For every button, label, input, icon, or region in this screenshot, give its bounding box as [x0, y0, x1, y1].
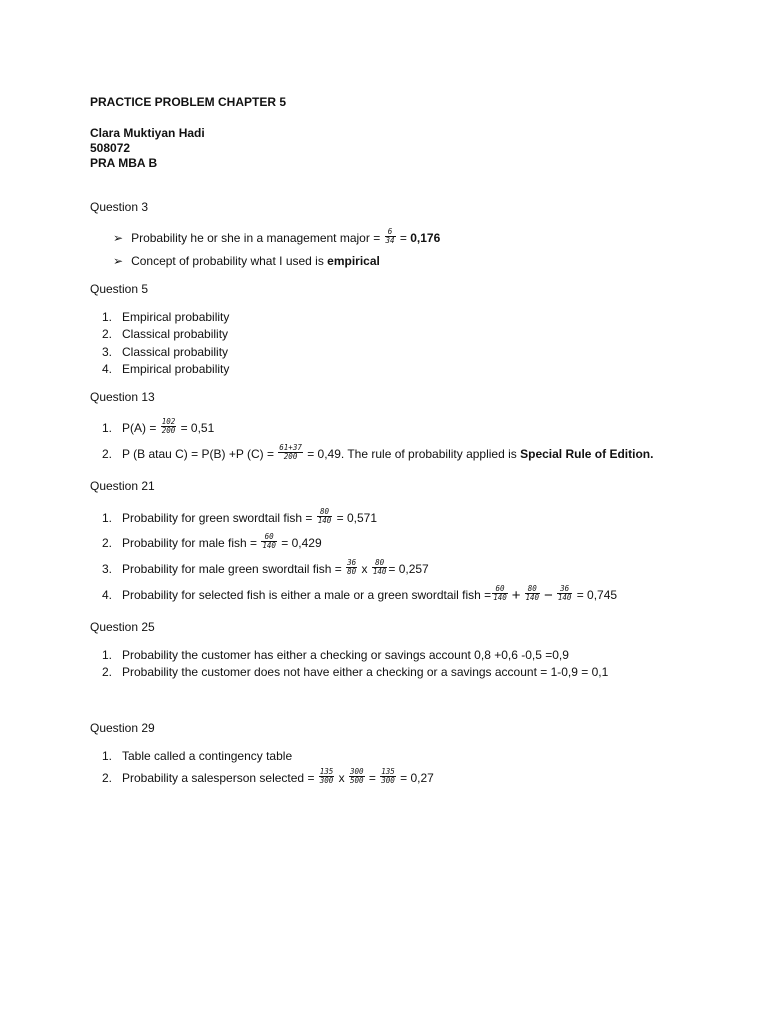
list-item — [90, 327, 228, 341]
item-text: = 0,49. The rule of probability applied is — [303, 447, 521, 461]
item-text: = 0,745 — [573, 588, 618, 602]
item-text: Classical probability — [122, 345, 229, 359]
item-text: Probability for green swordtail fish = — [122, 511, 316, 525]
fraction — [385, 228, 396, 245]
fraction — [372, 559, 388, 576]
fraction-denominator: 300 — [381, 776, 395, 786]
fraction-numerator: 6 — [385, 228, 396, 237]
item-number: 2. — [101, 327, 112, 341]
item-text: = 0,51 — [177, 421, 215, 435]
minus-sign: − — [544, 586, 553, 604]
fraction — [261, 533, 277, 550]
item-text: Probability a salesperson selected = — [122, 771, 318, 785]
fraction-denominator: 140 — [557, 593, 572, 603]
fraction-numerator: 60 — [492, 585, 508, 594]
item-number: 3. — [101, 562, 112, 576]
document-title: PRACTICE PROBLEM CHAPTER 5 — [90, 95, 287, 109]
item-text: = 0,571 — [333, 511, 378, 525]
fraction — [278, 444, 303, 461]
plus-sign: + — [511, 586, 521, 604]
question-3-heading: Question 3 — [90, 200, 149, 214]
question-5-heading: Question 5 — [90, 282, 149, 296]
item-text: = 0,27 — [396, 771, 434, 785]
item-text: P(A) = — [122, 421, 160, 435]
student-id: 508072 — [90, 141, 131, 155]
question-21-heading: Question 21 — [90, 479, 155, 493]
item-number: 1. — [101, 749, 112, 763]
emphasis-text: empirical — [327, 254, 380, 268]
item-number: 2. — [101, 665, 112, 679]
fraction — [492, 585, 508, 602]
fraction — [161, 418, 177, 435]
question-13-heading: Question 13 — [90, 390, 155, 404]
arrow-bullet-icon: ➢ — [113, 231, 124, 245]
item-number: 2. — [101, 447, 112, 461]
fraction — [349, 768, 365, 785]
equals-sign: = — [396, 231, 411, 245]
list-item — [90, 767, 434, 786]
item-text: Table called a contingency table — [122, 749, 293, 763]
item-text: = 0,429 — [277, 536, 322, 550]
item-number: 1. — [101, 421, 112, 435]
list-item — [113, 227, 441, 246]
item-text: Empirical probability — [122, 362, 230, 376]
list-item — [90, 584, 618, 604]
item-number: 4. — [101, 362, 112, 376]
list-item — [90, 532, 322, 551]
item-number: 1. — [101, 511, 112, 525]
fraction-numerator: 80 — [317, 508, 333, 517]
item-text: Concept of probability what I used is — [131, 254, 328, 268]
item-text: P (B atau C) = P(B) +P (C) = — [122, 447, 278, 461]
item-text: Classical probability — [122, 327, 229, 341]
list-item — [90, 749, 292, 763]
item-number: 3. — [101, 345, 112, 359]
item-text: Probability for male fish = — [122, 536, 261, 550]
fraction-denominator: 140 — [317, 516, 332, 526]
fraction — [380, 768, 396, 785]
fraction-numerator: 135 — [381, 767, 395, 777]
item-number: 1. — [101, 648, 112, 662]
fraction-numerator: 61+37 — [279, 443, 302, 453]
list-item — [90, 417, 215, 436]
list-item — [90, 648, 569, 662]
fraction-denominator: 200 — [161, 426, 176, 436]
equals-sign: = — [365, 771, 380, 785]
fraction-denominator: 140 — [262, 541, 276, 551]
item-number: 4. — [101, 588, 112, 602]
item-text: Probability he or she in a management major = — [131, 231, 384, 245]
emphasis-text: Special Rule of Edition. — [520, 447, 654, 461]
times-sign: x — [358, 562, 371, 576]
question-29-heading: Question 29 — [90, 721, 155, 735]
fraction-numerator: 80 — [525, 585, 541, 594]
item-text: Probability the customer does not have either a checking or a savings account = 1-0,9 = 0,1 — [122, 665, 609, 679]
author-name: Clara Muktiyan Hadi — [90, 126, 205, 140]
item-text: Probability for selected fish is either a male or a green swordtail fish = — [122, 588, 492, 602]
fraction-numerator: 135 — [319, 767, 334, 777]
fraction-denominator: 200 — [283, 452, 298, 462]
result-value: 0,176 — [410, 231, 441, 245]
fraction-numerator: 80 — [372, 559, 388, 568]
fraction-denominator: 34 — [385, 236, 395, 246]
fraction-denominator: 140 — [525, 593, 540, 603]
item-text: Probability for male green swordtail fish = — [122, 562, 346, 576]
fraction-numerator: 60 — [261, 533, 277, 542]
fraction-denominator: 80 — [347, 567, 357, 577]
list-item — [90, 362, 229, 376]
fraction-numerator: 36 — [347, 558, 357, 568]
list-item — [90, 558, 429, 577]
list-item — [90, 345, 228, 359]
fraction-numerator: 36 — [557, 585, 573, 594]
fraction — [346, 559, 357, 576]
fraction-denominator: 500 — [350, 776, 364, 786]
times-sign: x — [335, 771, 348, 785]
list-item — [90, 443, 654, 462]
list-item — [90, 665, 608, 679]
item-text: Empirical probability — [122, 310, 230, 324]
item-number: 2. — [101, 536, 112, 550]
item-number: 2. — [101, 771, 112, 785]
fraction — [319, 768, 335, 785]
item-number: 1. — [101, 310, 112, 324]
class-name: PRA MBA B — [90, 156, 158, 170]
fraction-numerator: 102 — [161, 417, 176, 427]
list-item — [90, 507, 378, 526]
question-25-heading: Question 25 — [90, 620, 155, 634]
list-item — [90, 310, 229, 324]
fraction-denominator: 300 — [319, 776, 334, 786]
fraction — [525, 585, 541, 602]
item-text: = 0,257 — [388, 562, 429, 576]
fraction-denominator: 140 — [372, 567, 387, 577]
arrow-bullet-icon: ➢ — [113, 254, 124, 268]
fraction-numerator: 300 — [350, 767, 364, 777]
item-text: Probability the customer has either a checking or savings account 0,8 +0,6 -0,5 =0,9 — [122, 648, 569, 662]
fraction-denominator: 140 — [493, 593, 507, 603]
list-item — [113, 254, 380, 268]
fraction — [317, 508, 333, 525]
fraction — [557, 585, 573, 602]
